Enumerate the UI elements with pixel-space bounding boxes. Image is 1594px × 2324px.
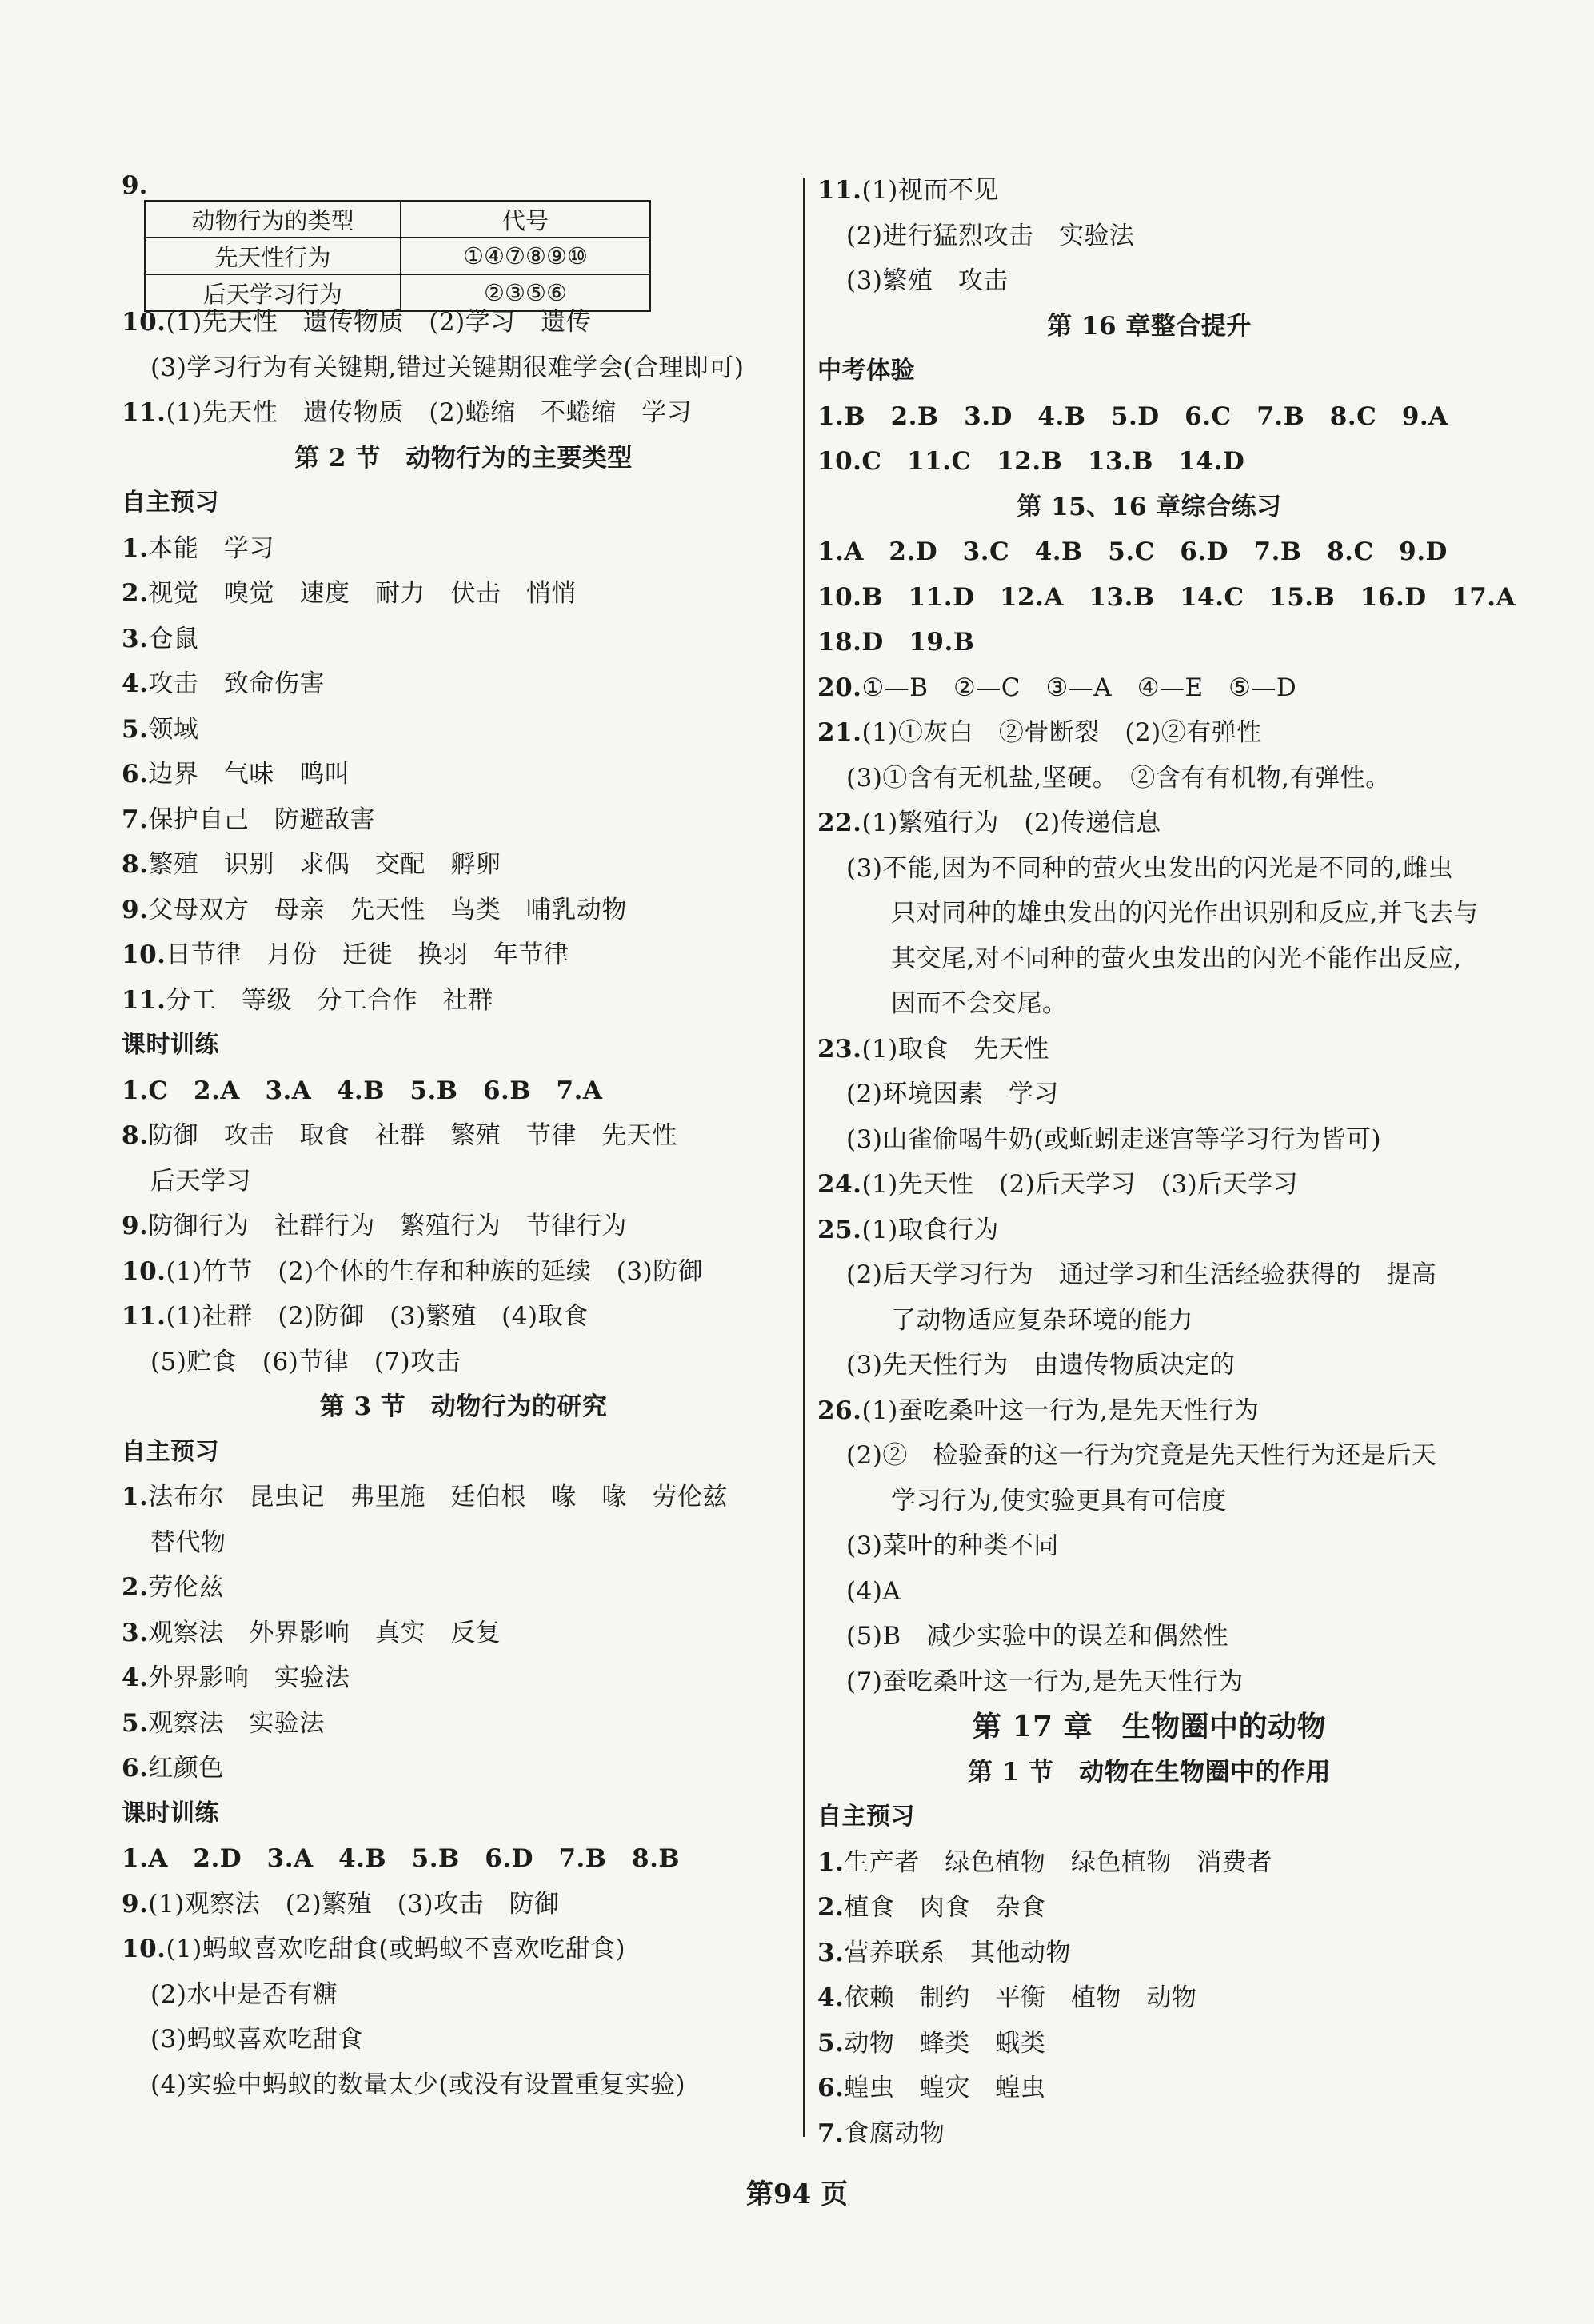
answer-text: 仓鼠 (148, 624, 199, 653)
answer-line (817, 2111, 1481, 2157)
choice-answers-line: 18.D 19.B (817, 628, 975, 657)
question-number: 23. (817, 1034, 862, 1064)
answer-text: 日节律 月份 迁徙 换羽 年节律 (166, 940, 569, 969)
answer-line (122, 888, 805, 933)
question-number: 11. (122, 985, 166, 1015)
answer-continuation: 因而不会交尾。 (891, 989, 1068, 1018)
answer-line (122, 1746, 805, 1791)
question-number: 5. (122, 714, 149, 744)
answer-continuation: (3)先天性行为 由遗传物质决定的 (846, 1351, 1236, 1380)
answer-line (122, 752, 805, 797)
answer-continuation: (5)B 减少实验中的误差和偶然性 (846, 1622, 1229, 1651)
left-column (122, 168, 805, 2107)
choice-answers-line: 1.A 2.D 3.C 4.B 5.C 6.D 7.B 8.C 9.D (817, 537, 1448, 566)
answer-continuation: (3)①含有无机盐,坚硬。 ②含有有机物,有弹性。 (846, 763, 1391, 793)
subsection-label: 自主预习 (122, 489, 219, 517)
answer-line (817, 1885, 1481, 1931)
table-cell: 动物行为的类型 (145, 201, 401, 238)
question-number: 26. (817, 1396, 862, 1425)
question-number: 5. (122, 1708, 149, 1738)
answer-text: (1)竹节 (2)个体的生存和种族的延续 (3)防御 (166, 1256, 704, 1286)
answer-line (817, 801, 1481, 846)
answer-text: (1)先天性 (2)后天学习 (3)后天学习 (861, 1170, 1299, 1199)
q9-number: 9. (122, 171, 148, 200)
answer-text: 攻击 致命伤害 (148, 669, 325, 698)
answer-continuation: (3)蚂蚁喜欢吃甜食 (150, 2025, 363, 2054)
answer-continuation: (3)繁殖 攻击 (846, 266, 1009, 295)
question-number: 21. (817, 718, 862, 747)
section-heading: 第 1 节 动物在生物圈中的作用 (967, 1757, 1332, 1787)
question-number: 22. (817, 809, 862, 837)
answer-text: (1)观察法 (2)繁殖 (3)攻击 防御 (148, 1889, 560, 1919)
question-number: 11. (122, 398, 166, 427)
answer-line (817, 1931, 1481, 1976)
question-number: 3. (122, 624, 149, 653)
answer-text: 法布尔 昆虫记 弗里施 廷伯根 喙 喙 劳伦兹 (148, 1483, 728, 1511)
chapter-heading: 第 17 章 生物圈中的动物 (972, 1710, 1327, 1743)
question-number: 5. (817, 2028, 845, 2058)
question-number: 2. (817, 1893, 845, 1922)
answer-text: ①—B ②—C ③—A ④—E ⑤—D (861, 673, 1297, 702)
question-number: 1. (817, 1847, 845, 1877)
table-cell: 代号 (401, 201, 650, 238)
answer-line (122, 1475, 805, 1520)
behavior-type-table (144, 200, 651, 312)
choice-answers-line: 1.C 2.A 3.A 4.B 5.B 6.B 7.A (122, 1076, 603, 1105)
answer-text: 生产者 绿色植物 绿色植物 消费者 (844, 1847, 1272, 1877)
table-cell: ①④⑦⑧⑨⑩ (401, 238, 650, 274)
question-number: 1. (122, 1483, 149, 1511)
answer-line (122, 390, 805, 436)
answer-text: 劳伦兹 (148, 1573, 224, 1602)
answer-line (817, 1388, 1481, 1434)
question-number: 3. (817, 1938, 845, 1967)
answer-line (122, 1882, 805, 1927)
answer-text: (1)取食行为 (861, 1215, 999, 1244)
answer-text: (1)取食 先天性 (861, 1034, 1049, 1064)
answer-line (817, 1975, 1481, 2021)
answer-text: 观察法 实验法 (148, 1708, 325, 1738)
question-number: 7. (122, 805, 149, 834)
answer-continuation: (2)环境因素 学习 (846, 1080, 1059, 1108)
answer-continuation: (4)实验中蚂蚁的数量太少(或没有设置重复实验) (150, 2070, 686, 2099)
answer-continuation: (5)贮食 (6)节律 (7)攻击 (150, 1347, 461, 1376)
answer-line (817, 1162, 1481, 1208)
answer-continuation: (2)② 检验蚕的这一行为究竟是先天性行为还是后天 (846, 1441, 1437, 1470)
answer-line (122, 571, 805, 617)
answer-line (122, 526, 805, 572)
answer-text: 植食 肉食 杂食 (844, 1893, 1046, 1922)
question-number: 10. (122, 308, 166, 337)
table-cell: 后天学习行为 (145, 274, 401, 311)
choice-answers-line: 10.B 11.D 12.A 13.B 14.C 15.B 16.D 17.A (817, 582, 1516, 612)
subsection-label: 课时训练 (122, 1031, 219, 1059)
answer-line (817, 1027, 1481, 1072)
section-heading: 第 15、16 章综合练习 (1017, 492, 1282, 521)
question-number: 25. (817, 1215, 862, 1244)
left-answer-list (122, 300, 805, 2107)
answer-line (122, 797, 805, 843)
answer-line (122, 1113, 805, 1159)
question-number: 4. (817, 1983, 845, 2012)
subsection-label: 自主预习 (122, 1437, 219, 1466)
question-number: 4. (122, 669, 149, 698)
answer-continuation: (2)后天学习行为 通过学习和生活经验获得的 提高 (846, 1260, 1437, 1289)
question-number: 10. (122, 1935, 166, 1963)
question-number: 9. (122, 895, 149, 924)
answer-line (817, 168, 1481, 214)
answer-line (817, 1208, 1481, 1253)
q9-block (122, 168, 805, 308)
answer-continuation: (3)学习行为有关键期,错过关键期很难学会(合理即可) (150, 353, 745, 382)
subsection-label: 课时训练 (122, 1799, 219, 1827)
answer-line (122, 1701, 805, 1747)
answer-line (817, 2066, 1481, 2111)
question-number: 11. (122, 1302, 166, 1331)
question-number: 9. (122, 1889, 149, 1919)
answer-text: 防御行为 社群行为 繁殖行为 节律行为 (148, 1212, 627, 1240)
answer-text: (1)繁殖行为 (2)传递信息 (861, 809, 1161, 837)
question-number: 6. (122, 760, 149, 789)
answer-continuation: (2)进行猛烈攻击 实验法 (846, 221, 1135, 250)
answer-line (122, 661, 805, 707)
question-number: 11. (817, 176, 862, 205)
answer-line (122, 1249, 805, 1295)
answer-text: 营养联系 其他动物 (844, 1938, 1071, 1967)
answer-continuation: 替代物 (150, 1527, 226, 1557)
answer-line (817, 665, 1481, 711)
question-number: 24. (817, 1170, 862, 1199)
answer-text: (1)视而不见 (861, 176, 999, 205)
answer-continuation: 只对同种的雄虫发出的闪光作出识别和反应,并飞去与 (891, 899, 1479, 928)
choice-answers-line: 1.B 2.B 3.D 4.B 5.D 6.C 7.B 8.C 9.A (817, 401, 1448, 431)
choice-answers-line: 1.A 2.D 3.A 4.B 5.B 6.D 7.B 8.B (122, 1844, 681, 1873)
table-row (145, 274, 650, 311)
question-number: 6. (122, 1754, 149, 1783)
answer-continuation: (4)A (846, 1576, 901, 1606)
question-number: 20. (817, 673, 862, 702)
answer-line (817, 2021, 1481, 2066)
answer-text: 本能 学习 (148, 533, 274, 563)
answer-continuation: 其交尾,对不同种的萤火虫发出的闪光不能作出反应, (891, 944, 1462, 973)
answer-text: 分工 等级 分工合作 社群 (166, 985, 493, 1015)
answer-text: 食腐动物 (844, 2118, 945, 2148)
question-number: 9. (122, 1212, 149, 1240)
answer-text: (1)①灰白 ②骨断裂 (2)②有弹性 (861, 718, 1262, 747)
answer-line (122, 1294, 805, 1340)
answer-continuation: (3)不能,因为不同种的萤火虫发出的闪光是不同的,雌虫 (846, 853, 1454, 883)
table-row (145, 238, 650, 274)
answer-text: (1)蚕吃桑叶这一行为,是先天性行为 (861, 1396, 1260, 1425)
answer-text: 防御 攻击 取食 社群 繁殖 节律 先天性 (148, 1121, 677, 1150)
answer-line (122, 1204, 805, 1249)
answer-continuation: (7)蚕吃桑叶这一行为,是先天性行为 (846, 1667, 1244, 1696)
question-number: 7. (817, 2118, 845, 2148)
answer-text: (1)社群 (2)防御 (3)繁殖 (4)取食 (166, 1302, 589, 1331)
section-heading: 第 3 节 动物行为的研究 (319, 1392, 608, 1421)
answer-line (122, 1611, 805, 1656)
question-number: 8. (122, 850, 149, 879)
answer-line (122, 1565, 805, 1611)
question-number: 1. (122, 533, 149, 563)
answer-text: 动物 蜂类 蛾类 (844, 2028, 1046, 2058)
answer-line (817, 1840, 1481, 1886)
answer-continuation: (3)菜叶的种类不同 (846, 1531, 1059, 1560)
question-number: 2. (122, 579, 149, 608)
right-column (817, 168, 1516, 2156)
page-number: 第94 页 (745, 2178, 849, 2210)
table-cell: ②③⑤⑥ (401, 274, 650, 311)
question-number: 6. (817, 2074, 845, 2102)
question-number: 10. (122, 1256, 166, 1286)
answer-continuation: (2)水中是否有糖 (150, 1979, 338, 2009)
answer-text: 观察法 外界影响 真实 反复 (148, 1618, 501, 1647)
subsection-label: 中考体验 (817, 357, 915, 385)
answer-text: 视觉 嗅觉 速度 耐力 伏击 悄悄 (148, 579, 577, 608)
answer-text: 领域 (148, 714, 199, 744)
answer-text: 边界 气味 鸣叫 (148, 760, 350, 789)
question-number: 10. (122, 940, 166, 969)
answer-line (122, 842, 805, 888)
answer-text: 红颜色 (148, 1754, 224, 1783)
answer-text: (1)蚂蚁喜欢吃甜食(或蚂蚁不喜欢吃甜食) (166, 1935, 626, 1963)
table-cell: 先天性行为 (145, 238, 401, 274)
choice-answers-line: 10.C 11.C 12.B 13.B 14.D (817, 447, 1245, 476)
answer-text: 保护自己 防避敌害 (148, 805, 375, 834)
answer-line (122, 617, 805, 662)
answer-line (122, 978, 805, 1024)
table-header-row (145, 201, 650, 238)
answer-line (122, 707, 805, 753)
answer-continuation: 学习行为,使实验更具有可信度 (891, 1486, 1227, 1515)
question-number: 8. (122, 1121, 149, 1150)
section-heading: 第 2 节 动物行为的主要类型 (294, 443, 633, 473)
question-number: 4. (122, 1663, 149, 1692)
answer-line (817, 710, 1481, 756)
question-number: 3. (122, 1618, 149, 1647)
answer-text: (1)先天性 遗传物质 (2)蜷缩 不蜷缩 学习 (166, 398, 693, 427)
answer-text: 蝗虫 蝗灾 蝗虫 (844, 2074, 1046, 2102)
question-number: 2. (122, 1573, 149, 1602)
answer-continuation: (3)山雀偷喝牛奶(或蚯蚓走迷宫等学习行为皆可) (846, 1124, 1382, 1154)
answer-text: 依赖 制约 平衡 植物 动物 (844, 1983, 1197, 2012)
subsection-label: 自主预习 (817, 1803, 915, 1831)
answer-line (122, 932, 805, 978)
answer-text: 繁殖 识别 求偶 交配 孵卵 (148, 850, 501, 879)
section-heading: 第 16 章整合提升 (1047, 311, 1252, 341)
answer-text: 父母双方 母亲 先天性 鸟类 哺乳动物 (148, 895, 627, 924)
right-answer-list (817, 168, 1516, 2156)
answer-continuation: 后天学习 (150, 1166, 251, 1196)
answer-text: 外界影响 实验法 (148, 1663, 350, 1692)
answer-line (122, 1927, 805, 1972)
answer-line (122, 1655, 805, 1701)
answer-text: (1)先天性 遗传物质 (2)学习 遗传 (166, 308, 592, 337)
answer-continuation: 了动物适应复杂环境的能力 (891, 1305, 1193, 1335)
